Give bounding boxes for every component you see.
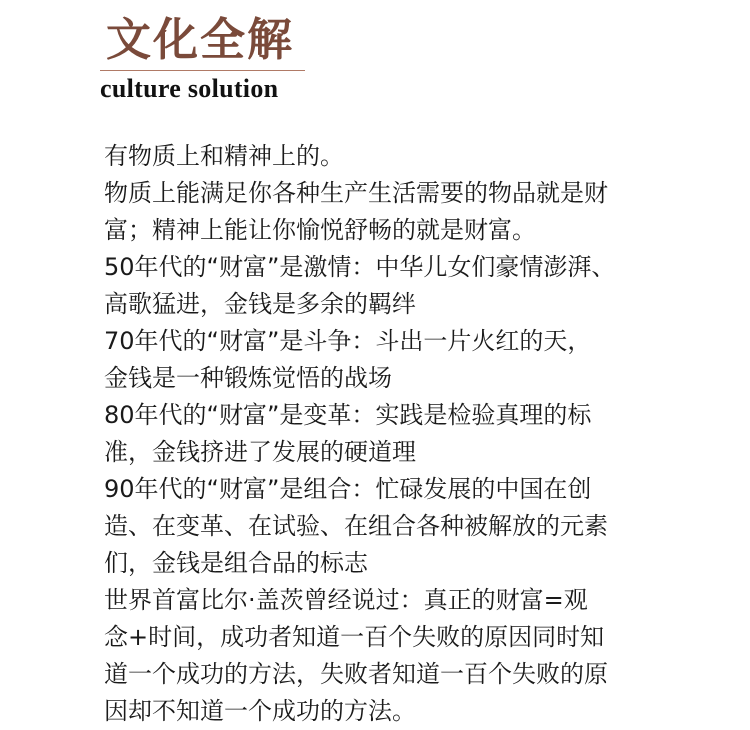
text-line: 物质上能满足你各种生产生活需要的物品就是财 bbox=[104, 179, 608, 207]
article-body bbox=[104, 138, 684, 730]
text-line: 富；精神上能让你愉悦舒畅的就是财富。 bbox=[104, 216, 536, 244]
page-subtitle: culture solution bbox=[100, 74, 279, 103]
text-line: 50年代的“财富”是激情：中华儿女们豪情澎湃、 bbox=[104, 253, 616, 281]
text-line: 高歌猛进，金钱是多余的羁绊 bbox=[104, 290, 416, 318]
text-line: 们，金钱是组合品的标志 bbox=[104, 549, 368, 577]
text-line: 因却不知道一个成功的方法。 bbox=[104, 697, 416, 725]
text-line: 90年代的“财富”是组合：忙碌发展的中国在创 bbox=[104, 475, 592, 503]
text-line: 70年代的“财富”是斗争：斗出一片火红的天， bbox=[104, 327, 592, 355]
header bbox=[100, 14, 310, 104]
text-line: 道一个成功的方法，失败者知道一百个失败的原 bbox=[104, 660, 608, 688]
page-title: 文化全解 bbox=[106, 13, 295, 66]
text-line: 准，金钱挤进了发展的硬道理 bbox=[104, 438, 416, 466]
text-line: 念+时间，成功者知道一百个失败的原因同时知 bbox=[104, 623, 605, 651]
title-divider bbox=[100, 70, 305, 71]
text-line: 80年代的“财富”是变革：实践是检验真理的标 bbox=[104, 401, 592, 429]
text-line: 世界首富比尔·盖茨曾经说过：真正的财富=观 bbox=[104, 586, 588, 614]
text-line: 金钱是一种锻炼觉悟的战场 bbox=[104, 364, 392, 392]
text-line: 有物质上和精神上的。 bbox=[104, 142, 344, 170]
text-line: 造、在变革、在试验、在组合各种被解放的元素 bbox=[104, 512, 608, 540]
